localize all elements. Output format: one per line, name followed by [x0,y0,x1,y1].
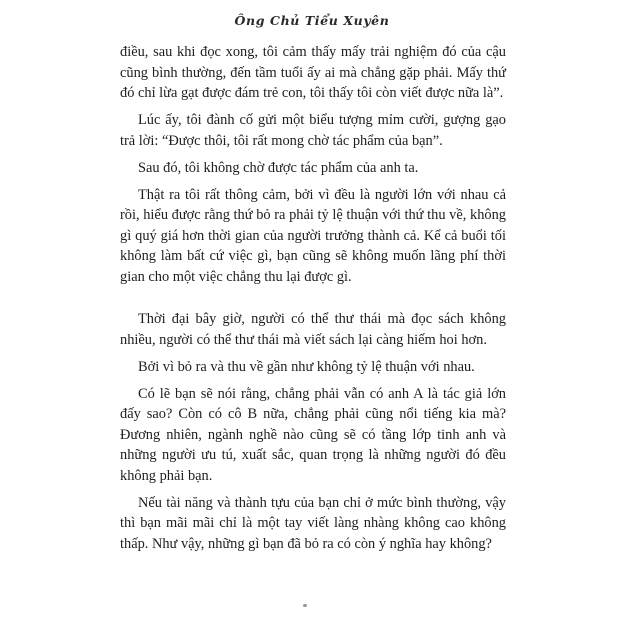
paragraph: Có lẽ bạn sẽ nói rằng, chẳng phải vẫn có anh A là tác giả lớn đấy sao? Còn có cô B nữa, chẳng phải cũng nổi tiếng kia mà? Đương nhiên, ngành nghề nào cũng sẽ có tầng lớp tinh anh và những người ưu tú, xuất sắc, quan trọng là những người đó đều không phải bạn. [120,385,506,484]
paragraph-continuation: điều, sau khi đọc xong, tôi cảm thấy mấy trải nghiệm đó của cậu cũng bình thường, đến tầm tuổi ấy ai mà chẳng gặp phải. Mấy thứ đó chỉ lừa gạt được đám trẻ con, tôi thấy tôi còn viết được nữa là”. [120,44,506,101]
body-text [120,42,506,561]
paragraph: Thời đại bây giờ, người có thể thư thái mà đọc sách không nhiều, người có thể thư thái mà viết sách lại càng hiếm hoi hơn. [120,311,506,348]
page-mark-dot [303,604,307,607]
paragraph: Bởi vì bỏ ra và thu về gần như không tỷ lệ thuận với nhau. [138,358,475,375]
running-header-title: Ông Chủ Tiểu Xuyên [234,13,390,28]
paragraph: Thật ra tôi rất thông cảm, bởi vì đều là người lớn với nhau cả rồi, hiểu được rằng thứ bỏ ra phải tỷ lệ thuận với thứ thu về, không gì quý giá hơn thời gian của người trưởng thành cả. Kể cả buổi tối không làm bất cứ việc gì, bạn cũng sẽ không muốn lãng phí thời gian cho một việc chẳng thu lại được gì. [120,186,506,285]
paragraph: Sau đó, tôi không chờ được tác phẩm của anh ta. [138,159,419,176]
paragraph: Lúc ấy, tôi đành cố gửi một biểu tượng mỉm cười, gượng gạo trả lời: “Được thôi, tôi rất mong chờ tác phẩm của bạn”. [120,112,506,149]
paragraph: Nếu tài năng và thành tựu của bạn chỉ ở mức bình thường, vậy thì bạn mãi mãi chỉ là một tay viết làng nhàng không cao không thấp. Như vậy, những gì bạn đã bỏ ra có còn ý nghĩa hay không? [120,494,506,552]
